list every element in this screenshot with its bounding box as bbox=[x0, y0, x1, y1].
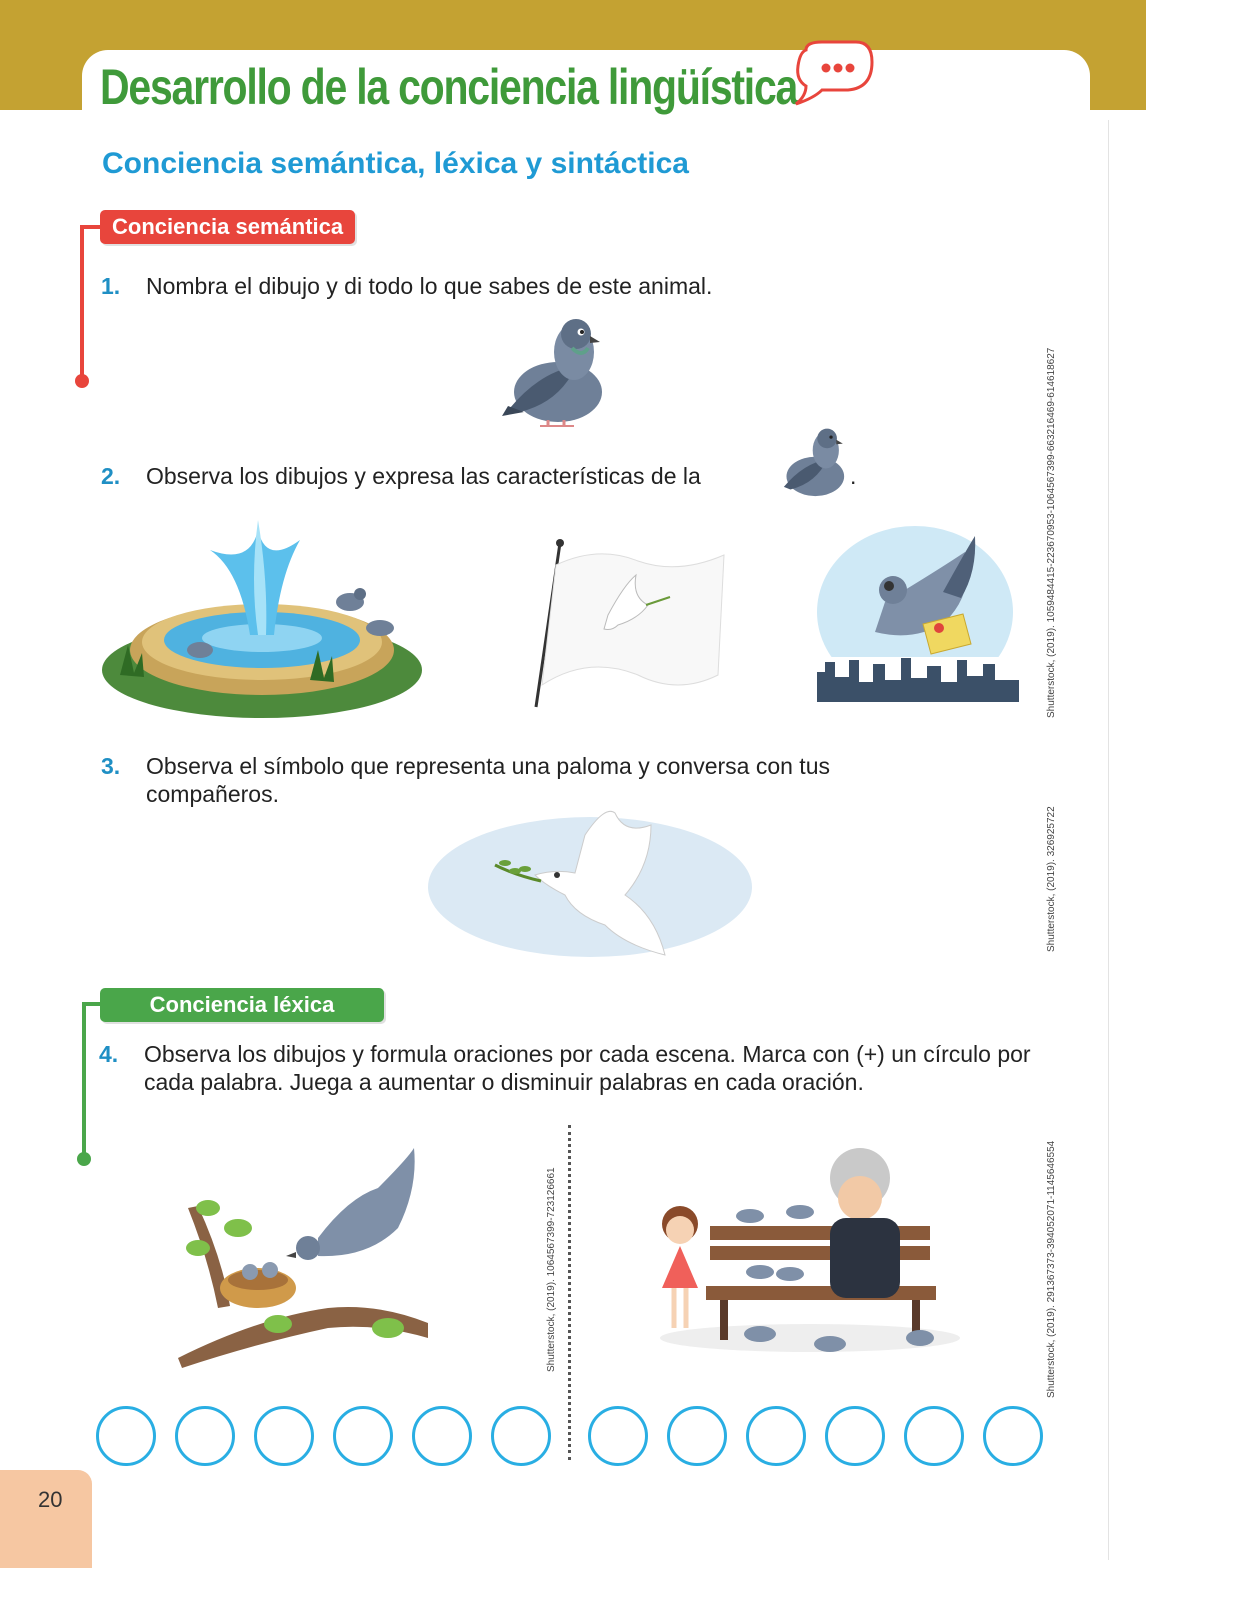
section-subtitle: Conciencia semántica, léxica y sintáctica bbox=[102, 147, 689, 180]
page-number-box bbox=[0, 1470, 92, 1568]
image-credit: Shutterstock, (2019). 326925722 bbox=[1046, 806, 1057, 952]
page-number: 20 bbox=[38, 1487, 63, 1512]
nest-scene-illustration bbox=[178, 1148, 428, 1368]
white-flag-illustration bbox=[528, 535, 728, 715]
small-pigeon-icon bbox=[776, 424, 852, 500]
question-text: Observa los dibujos y expresa las características de la bbox=[146, 463, 701, 489]
lexical-badge: Conciencia léxica bbox=[100, 988, 384, 1022]
answer-circle[interactable] bbox=[825, 1406, 885, 1466]
answer-circle[interactable] bbox=[491, 1406, 551, 1466]
question-4 bbox=[99, 1040, 1034, 1096]
scene-divider bbox=[568, 1125, 571, 1460]
question-text: Nombra el dibujo y di todo lo que sabes de este animal. bbox=[146, 273, 713, 299]
answer-circle[interactable] bbox=[333, 1406, 393, 1466]
question-1 bbox=[101, 272, 1046, 300]
answer-circle[interactable] bbox=[667, 1406, 727, 1466]
lexical-bracket-line bbox=[82, 1002, 86, 1156]
answer-circle[interactable] bbox=[175, 1406, 235, 1466]
lexical-bracket-dot bbox=[77, 1152, 91, 1166]
semantic-badge: Conciencia semántica bbox=[100, 210, 355, 244]
question-2-end: . bbox=[850, 463, 857, 489]
question-text: Observa el símbolo que representa una paloma y conversa con tus compañeros. bbox=[146, 753, 830, 807]
answer-circle[interactable] bbox=[746, 1406, 806, 1466]
question-number: 3. bbox=[101, 753, 121, 779]
answer-circle[interactable] bbox=[588, 1406, 648, 1466]
question-number: 2. bbox=[101, 463, 121, 489]
semantic-bracket-dot bbox=[75, 374, 89, 388]
page-title: Desarrollo de la conciencia lingüística bbox=[100, 59, 798, 115]
question-3 bbox=[101, 752, 956, 808]
page-edge-line bbox=[1108, 120, 1109, 1560]
fountain-illustration bbox=[100, 510, 430, 720]
image-credit: Shutterstock, (2019). 1059484415-223670953-1064567399-663216469-614618627 bbox=[1046, 347, 1057, 718]
question-number: 4. bbox=[99, 1041, 119, 1067]
speech-bubble-icon bbox=[792, 40, 878, 108]
bench-scene-illustration bbox=[650, 1138, 960, 1368]
messenger-pigeon-illustration bbox=[815, 532, 1020, 707]
question-text: Observa los dibujos y formula oraciones por cada escena. Marca con (+) un círculo por cada palabra. Juega a aumentar o disminuir palabras en cada oración. bbox=[144, 1041, 1031, 1095]
image-credit: Shutterstock, (2019). 291367373-394052071-1145646554 bbox=[1046, 1140, 1057, 1398]
answer-circle[interactable] bbox=[412, 1406, 472, 1466]
pigeon-illustration bbox=[500, 312, 612, 428]
answer-circle[interactable] bbox=[904, 1406, 964, 1466]
question-number: 1. bbox=[101, 273, 121, 299]
answer-circle[interactable] bbox=[254, 1406, 314, 1466]
peace-dove-illustration bbox=[425, 805, 755, 965]
answer-circle[interactable] bbox=[983, 1406, 1043, 1466]
question-2 bbox=[101, 462, 776, 490]
answer-circle[interactable] bbox=[96, 1406, 156, 1466]
semantic-bracket-line bbox=[80, 225, 84, 380]
image-credit: Shutterstock, (2019). 1064567399-723126661 bbox=[546, 1167, 557, 1372]
